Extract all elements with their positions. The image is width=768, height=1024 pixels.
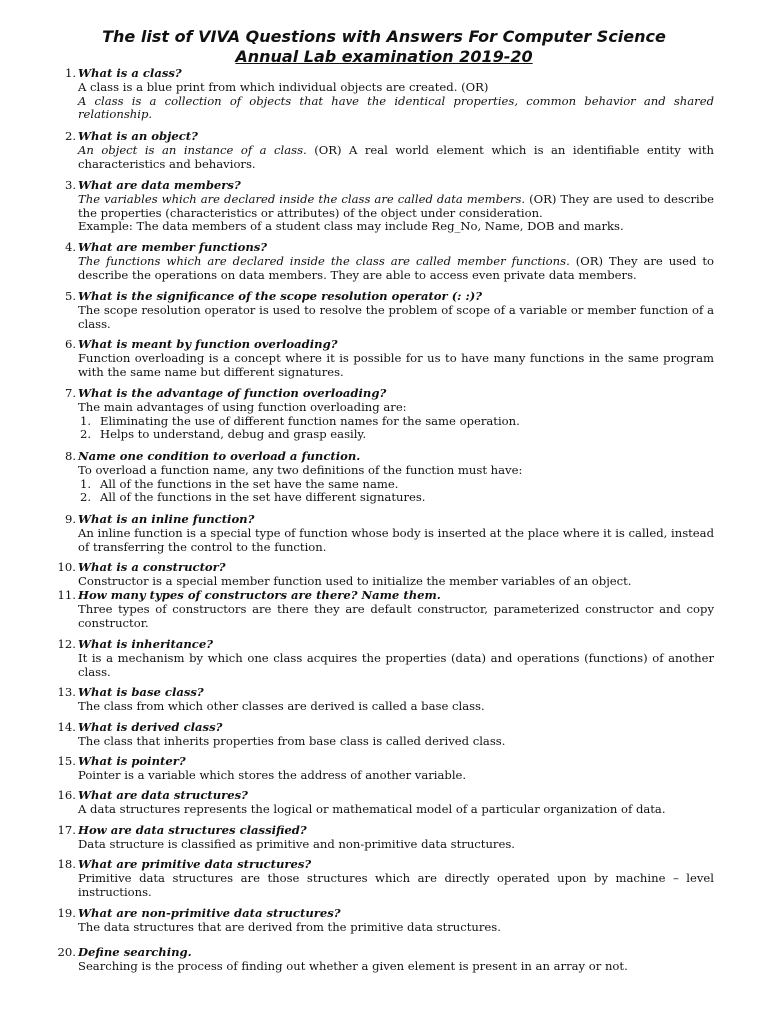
answer-text: Function overloading is a concept where it is possible for us to have many functions in the same program with the same name but different signatures.: [78, 350, 714, 379]
question-item: [54, 638, 714, 679]
question-item: [54, 179, 714, 234]
question-text: What is a class?: [78, 66, 182, 80]
answer-text: The class that inherits properties from base class is called derived class.: [78, 733, 506, 748]
question-item: [54, 824, 714, 852]
question-item: [54, 907, 714, 935]
answer-text: The class from which other classes are derived is called a base class.: [78, 698, 485, 713]
question-item: [54, 338, 714, 379]
question-item: [54, 946, 714, 974]
question-text: What is the advantage of function overloading?: [78, 386, 387, 400]
list-item: [78, 415, 714, 429]
answer-text: Pointer is a variable which stores the address of another variable.: [78, 767, 467, 782]
question-text: What is base class?: [78, 685, 204, 699]
question-number: 9.: [64, 512, 76, 526]
question-item: [54, 755, 714, 783]
answer-text: A data structures represents the logical or mathematical model of a particular organization of data.: [78, 801, 666, 816]
question-number: 10.: [57, 560, 76, 574]
answer-text-alt: A class is a collection of objects that have the identical properties, common behavior and shared relationship.: [78, 93, 714, 122]
answer-italic: An object is an instance of a class.: [78, 142, 307, 157]
list-item-number: 2.: [80, 490, 92, 505]
question-text: What is meant by function overloading?: [78, 337, 338, 351]
question-text: What are data structures?: [78, 788, 248, 802]
question-number: 8.: [64, 449, 76, 463]
question-text: Name one condition to overload a function.: [78, 449, 361, 463]
question-number: 17.: [57, 823, 76, 837]
question-text: What is a constructor?: [78, 560, 226, 574]
answer-text: The scope resolution operator is used to resolve the problem of scope of a variable or member function of a class.: [78, 302, 714, 331]
answer-italic: The functions which are declared inside the class are called member functions.: [78, 253, 570, 268]
question-number: 12.: [57, 637, 76, 651]
question-number: 2.: [64, 129, 76, 143]
question-item: [54, 67, 714, 122]
question-text: Define searching.: [78, 945, 192, 959]
question-item: [54, 589, 714, 630]
list-item-number: 1.: [80, 413, 92, 428]
question-item: [54, 789, 714, 817]
answer-text: [78, 144, 714, 172]
list-item: [78, 478, 714, 492]
question-number: 16.: [57, 788, 76, 802]
question-number: 19.: [57, 906, 76, 920]
list-item-number: 2.: [80, 427, 92, 442]
answer-italic: The variables which are declared inside the class are called data members.: [78, 191, 526, 206]
question-number: 18.: [57, 857, 76, 871]
question-number: 3.: [64, 178, 76, 192]
answer-text: Primitive data structures are those structures which are directly operated upon by machine – level instructions.: [78, 870, 714, 899]
answer-text: Constructor is a special member function used to initialize the member variables of an object.: [78, 573, 632, 588]
question-text: What are non-primitive data structures?: [78, 906, 341, 920]
question-item: [54, 387, 714, 442]
question-text: What is an object?: [78, 129, 198, 143]
answer-example: Example: The data members of a student class may include Reg_No, Name, DOB and marks.: [78, 219, 624, 234]
question-item: [54, 513, 714, 554]
question-item: [54, 290, 714, 331]
answer-rest: (OR) A real world element which is an identifiable entity with characteristics and behaviors.: [78, 142, 714, 171]
answer-text: The main advantages of using function overloading are:: [78, 399, 407, 414]
question-text: How many types of constructors are there? Name them.: [78, 588, 441, 602]
list-item-number: 1.: [80, 476, 92, 491]
question-number: 14.: [57, 720, 76, 734]
list-item: [78, 491, 714, 505]
answer-text: Data structure is classified as primitive and non-primitive data structures.: [78, 836, 515, 851]
question-text: What is derived class?: [78, 720, 223, 734]
question-number: 4.: [64, 240, 76, 254]
question-number: 15.: [57, 754, 76, 768]
question-item: [54, 858, 714, 899]
question-number: 20.: [57, 945, 76, 959]
question-text: What is an inline function?: [78, 512, 255, 526]
question-number: 7.: [64, 386, 76, 400]
question-number: 11.: [57, 588, 76, 602]
list-item-text: Eliminating the use of different function names for the same operation.: [100, 413, 520, 428]
question-text: What is inheritance?: [78, 637, 213, 651]
page-title-line-1: The list of VIVA Questions with Answers For Computer Science: [102, 27, 666, 46]
question-number: 5.: [64, 289, 76, 303]
list-item-text: All of the functions in the set have the same name.: [100, 476, 399, 491]
question-text: What are member functions?: [78, 240, 268, 254]
question-item: [54, 241, 714, 282]
question-text: How are data structures classified?: [78, 823, 307, 837]
answer-text: A class is a blue print from which individual objects are created. (OR): [78, 79, 489, 94]
answer-text: [78, 255, 714, 283]
list-item: [78, 428, 714, 442]
question-item: [54, 561, 714, 589]
answer-text: The data structures that are derived from the primitive data structures.: [78, 919, 501, 934]
question-text: What are primitive data structures?: [78, 857, 312, 871]
answer-text: Three types of constructors are there they are default constructor, parameterized constructor and copy constructor.: [78, 601, 714, 630]
question-text: What is the significance of the scope resolution operator (: :)?: [78, 289, 483, 303]
question-item: [54, 450, 714, 505]
page-title-line-2: Annual Lab examination 2019-20: [235, 47, 533, 66]
question-item: [54, 721, 714, 749]
answer-text: It is a mechanism by which one class acquires the properties (data) and operations (functions) of another class.: [78, 650, 714, 679]
question-number: 6.: [64, 337, 76, 351]
answer-text: Searching is the process of finding out whether a given element is present in an array or not.: [78, 958, 628, 973]
answer-text: To overload a function name, any two definitions of the function must have:: [78, 462, 523, 477]
list-item-text: All of the functions in the set have different signatures.: [100, 490, 426, 505]
answer-text: An inline function is a special type of function whose body is inserted at the place where it is called, instead of transferring the control to the function.: [78, 525, 714, 554]
question-number: 1.: [64, 66, 76, 80]
question-text: What are data members?: [78, 178, 241, 192]
question-text: What is pointer?: [78, 754, 186, 768]
question-item: [54, 130, 714, 171]
question-number: 13.: [57, 685, 76, 699]
answer-text: [78, 193, 714, 221]
list-item-text: Helps to understand, debug and grasp easily.: [100, 427, 367, 442]
answer-rest: (OR) They are used to describe the properties (characteristics or attributes) of the object under consideration.: [78, 191, 714, 220]
question-item: [54, 686, 714, 714]
answer-rest: (OR) They are used to describe the operations on data members. They are able to access even private data members.: [78, 253, 714, 282]
